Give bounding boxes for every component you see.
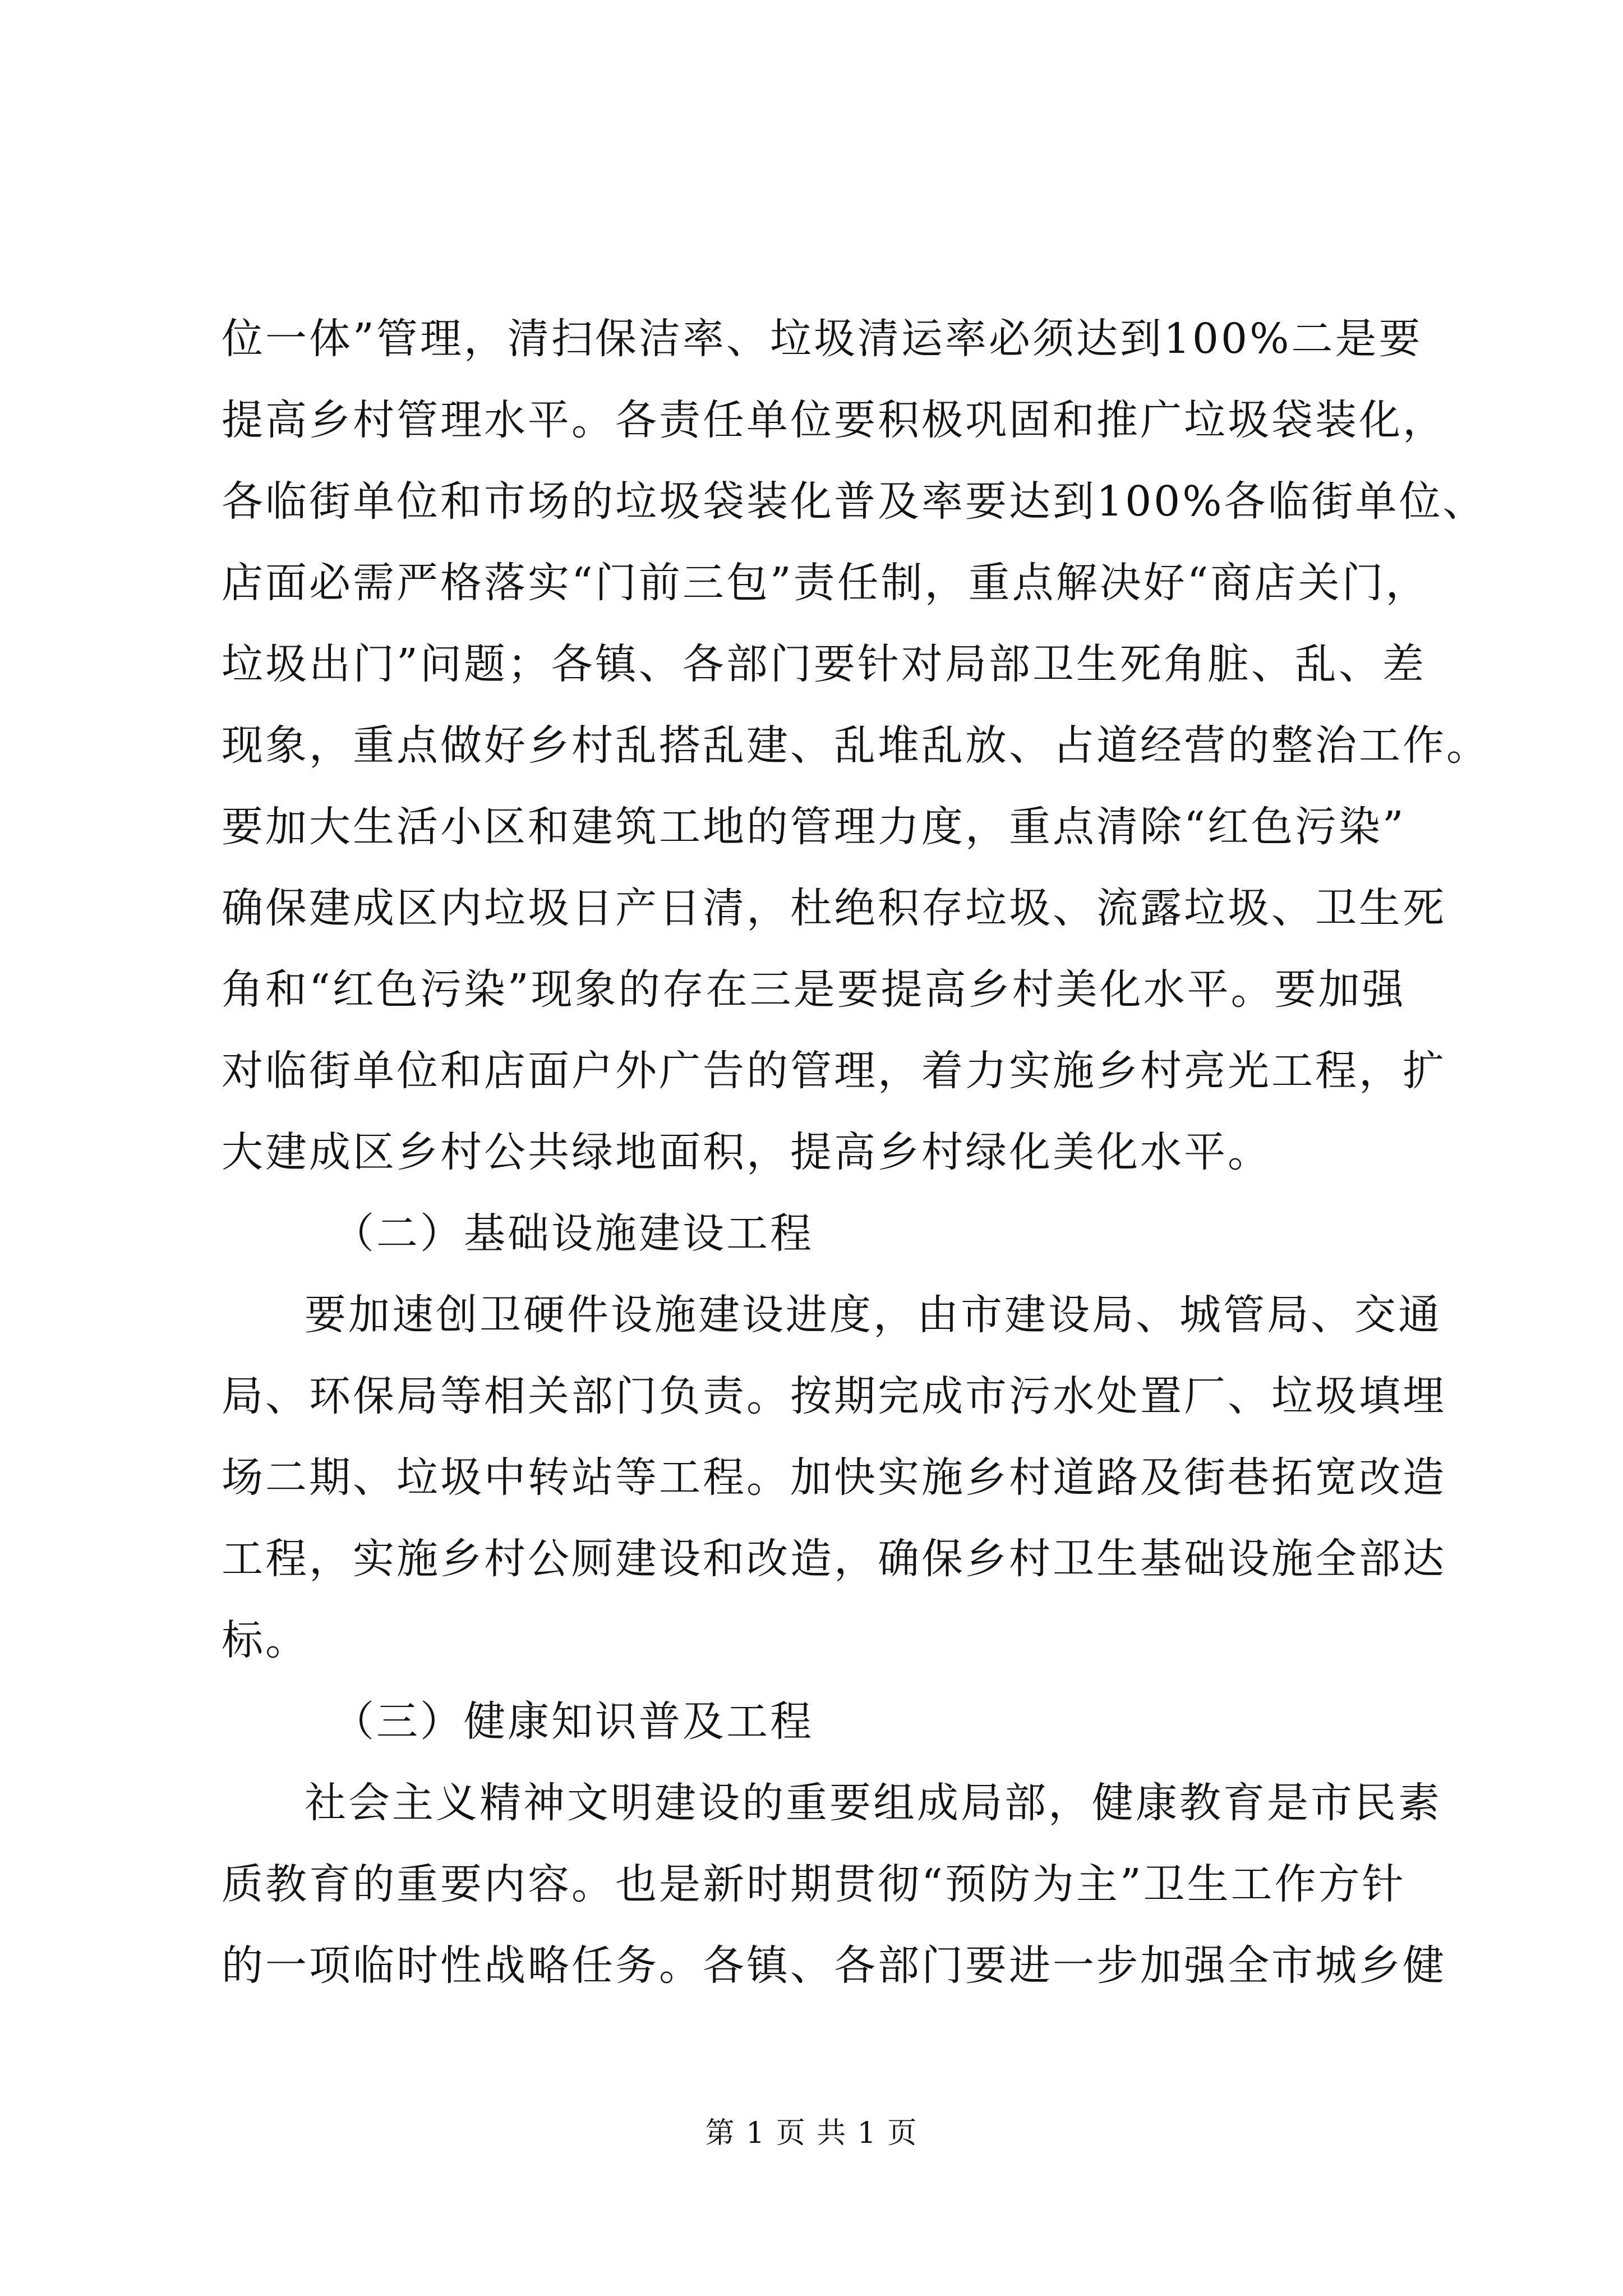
text-line: 质教育的重要内容。也是新时期贯彻“预防为主”卫生工作方针 <box>222 1860 1406 1908</box>
text-line: 位一体”管理，清扫保洁率、垃圾清运率必须达到100%二是要 <box>222 315 1423 363</box>
text-line: 的一项临时性战略任务。各镇、各部门要进一步加强全市城乡健 <box>222 1941 1446 1990</box>
paragraph-first-line: 社会主义精神文明建设的重要组成局部，健康教育是市民素 <box>305 1779 1442 1827</box>
text-line: 场二期、垃圾中转站等工程。加快实施乡村道路及街巷拓宽改造 <box>222 1453 1446 1502</box>
text-line: 要加大生活小区和建筑工地的管理力度，重点清除“红色污染” <box>222 803 1406 851</box>
text-line: 局、环保局等相关部门负责。按期完成市污水处置厂、垃圾填埋 <box>222 1372 1446 1420</box>
section-heading: （二）基础设施建设工程 <box>333 1209 814 1258</box>
text-line: 对临街单位和店面户外广告的管理，着力实施乡村亮光工程，扩 <box>222 1047 1446 1095</box>
text-line: 提高乡村管理水平。各责任单位要积极巩固和推广垃圾袋装化， <box>222 396 1446 444</box>
text-line: 确保建成区内垃圾日产日清，杜绝积存垃圾、流露垃圾、卫生死 <box>222 884 1446 932</box>
page-footer: 第 1 页 共 1 页 <box>705 2116 918 2150</box>
paragraph-first-line: 要加速创卫硬件设施建设进度，由市建设局、城管局、交通 <box>305 1291 1442 1339</box>
text-line: 大建成区乡村公共绿地面积，提高乡村绿化美化水平。 <box>222 1128 1271 1176</box>
text-line: 标。 <box>222 1616 309 1664</box>
text-line: 各临街单位和市场的垃圾袋装化普及率要达到100%各临街单位、 <box>222 477 1487 526</box>
text-line: 现象，重点做好乡村乱搭乱建、乱堆乱放、占道经营的整治工作。 <box>222 721 1490 770</box>
text-line: 工程，实施乡村公厕建设和改造，确保乡村卫生基础设施全部达 <box>222 1535 1446 1583</box>
document-body <box>222 298 1490 2007</box>
text-line: 店面必需严格落实“门前三包”责任制，重点解决好“商店关门， <box>222 559 1430 607</box>
section-heading: （三）健康知识普及工程 <box>333 1697 814 1746</box>
text-line: 角和“红色污染”现象的存在三是要提高乡村美化水平。要加强 <box>222 965 1406 1014</box>
text-line: 垃圾出门”问题；各镇、各部门要针对局部卫生死角脏、乱、差 <box>222 640 1426 688</box>
